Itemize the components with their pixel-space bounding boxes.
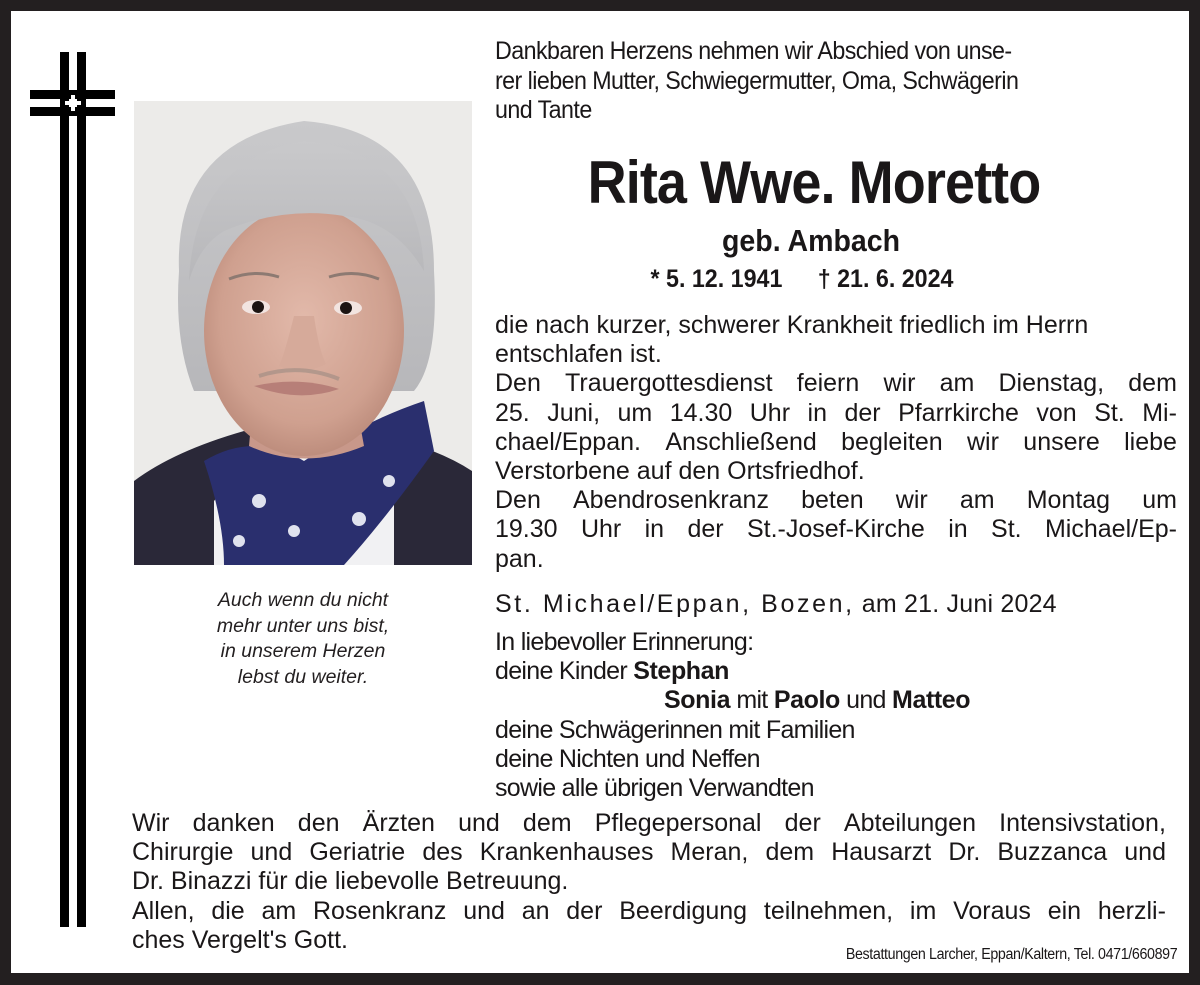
place-and-date <box>495 589 1057 619</box>
intro-text <box>495 37 1127 126</box>
text-line: pan. <box>495 544 544 573</box>
text-line: Dr. Binazzi für die liebevolle Betreuung. <box>132 867 569 896</box>
quote-line: mehr unter uns bist, <box>216 614 390 637</box>
grandchild-name: Paolo <box>773 686 840 715</box>
text-line: ches Vergelt's Gott. <box>132 925 348 954</box>
deceased-name: Rita Wwe. Moretto <box>587 149 1041 216</box>
place: St. Michael/Eppan, Bozen, <box>495 590 855 618</box>
portrait-illustration <box>134 101 472 565</box>
mourners-list <box>495 628 1095 803</box>
text-line: Den Abendrosenkranz beten wir am Montag um <box>495 486 1177 515</box>
birth-date: * 5. 12. 1941 <box>650 265 783 293</box>
mourner-line: deine Schwägerinnen mit Familien <box>495 715 855 744</box>
text-line: chael/Eppan. Anschließend begleiten wir unsere liebe <box>495 427 1177 456</box>
death-date: † 21. 6. 2024 <box>817 265 954 293</box>
memorial-quote <box>134 588 472 690</box>
portrait-photo <box>134 101 472 565</box>
date: am 21. Juni 2024 <box>861 590 1057 618</box>
quote-line: in unserem Herzen <box>220 640 386 662</box>
child-name: Stephan <box>633 657 730 686</box>
cross-icon <box>11 11 131 941</box>
life-dates <box>486 264 1118 294</box>
text-line: Wir danken den Ärzten und dem Pflegepersonal der Abteilungen Intensivstation, <box>132 809 1166 837</box>
text-line: Chirurgie und Geriatrie des Krankenhauses Meran, dem Hausarzt Dr. Buzzanca und <box>132 838 1166 867</box>
maiden-name: geb. Ambach <box>721 223 901 258</box>
quote-line: Auch wenn du nicht <box>217 589 389 611</box>
text-line: die nach kurzer, schwerer Krankheit friedlich im Herrn <box>495 311 1089 339</box>
child-name: Sonia <box>664 686 731 715</box>
thanks-text <box>132 809 1166 955</box>
funeral-home-credit: Bestattungen Larcher, Eppan/Kaltern, Tel. 0471/660897 <box>845 946 1177 963</box>
intro-line: rer lieben Mutter, Schwiegermutter, Oma, Schwägerin <box>495 66 1019 95</box>
text-line: 19.30 Uhr in der St.-Josef-Kirche in St. Michael/Ep- <box>495 515 1177 544</box>
text-line: entschlafen ist. <box>495 340 662 369</box>
children-line-2: Sonia mit Paolo und Matteo <box>664 686 971 715</box>
intro-line: Dankbaren Herzens nehmen wir Abschied von unse- <box>495 37 1012 65</box>
service-details <box>495 311 1177 574</box>
text-line: Verstorbene auf den Ortsfriedhof. <box>495 457 865 486</box>
children-line: deine Kinder Stephan <box>495 657 730 686</box>
text-line: 25. Juni, um 14.30 Uhr in der Pfarrkirche von St. Mi- <box>495 398 1177 427</box>
text-line: Den Trauergottesdienst feiern wir am Dienstag, dem <box>495 369 1177 398</box>
text-line: Allen, die am Rosenkranz und an der Beerdigung teilnehmen, im Voraus ein herzli- <box>132 896 1166 925</box>
mourner-line: sowie alle übrigen Verwandten <box>495 774 814 803</box>
intro-line: und Tante <box>495 96 592 124</box>
mourner-line: deine Nichten und Neffen <box>495 744 760 773</box>
memory-heading: In liebevoller Erinnerung: <box>495 628 754 656</box>
grandchild-name: Matteo <box>892 686 971 715</box>
quote-line: lebst du weiter. <box>237 665 369 688</box>
obituary-card <box>11 11 1189 973</box>
